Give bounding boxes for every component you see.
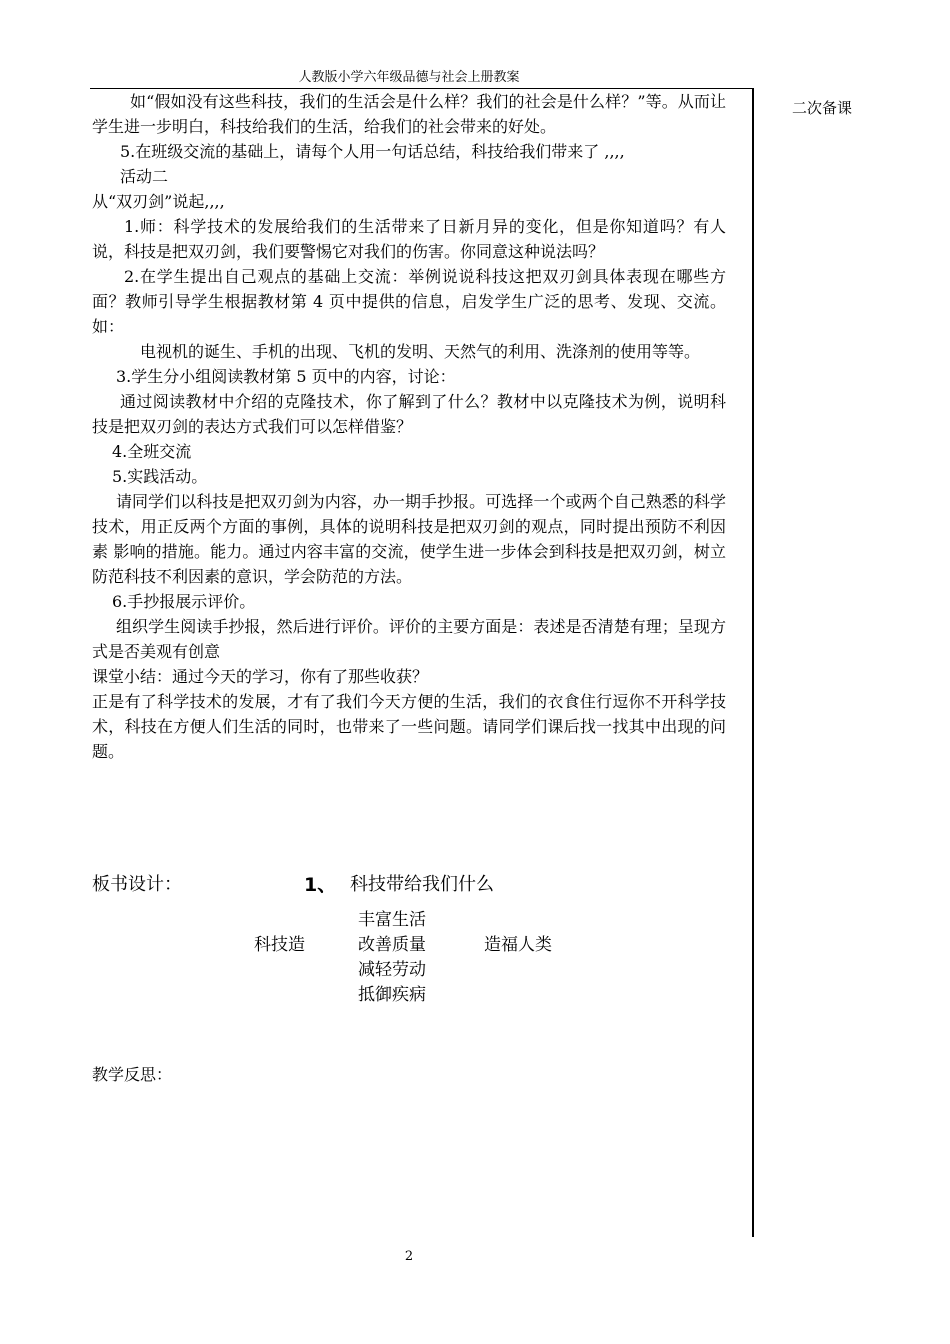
second-preparation-label: 二次备课: [792, 99, 853, 117]
board-right-label: 造福人类: [484, 935, 552, 955]
margin-divider-line: [752, 89, 754, 1237]
board-design-header: [92, 872, 732, 902]
board-design-number: 1、: [304, 874, 337, 896]
paragraph: 2.在学生提出自己观点的基础上交流：举例说说科技这把双刃剑具体表现在哪些方面？教师引导学生根据教材第 4 页中提供的信息，启发学生广泛的思考、发现、交流。如：: [92, 267, 726, 336]
board-design-title: 科技带给我们什么: [350, 874, 494, 895]
paragraph: 5.实践活动。: [112, 467, 208, 486]
class-summary: 课堂小结：通过今天的学习，你有了那些收获？: [92, 667, 429, 686]
paragraph: 正是有了科学技术的发展，才有了我们今天方便的生活，我们的衣食住行逗你不开科学技术，科技在方便人们生活的同时，也带来了一些问题。请同学们课后找一找其中出现的问题。: [92, 692, 726, 761]
paragraph: 组织学生阅读手抄报，然后进行评价。评价的主要方面是：表述是否清楚有理；呈现方式是否美观有创意: [92, 617, 726, 661]
board-item: 改善质量: [358, 935, 426, 955]
paragraph: 3.学生分小组阅读教材第 5 页中的内容，讨论：: [116, 367, 456, 386]
paragraph: 请同学们以科技是把双刃剑为内容，办一期手抄报。可选择一个或两个自己熟悉的科学技术，用正反两个方面的事例，具体的说明科技是把双刃剑的观点，同时提出预防不利因素 影响的措施。能力。通过内容丰富的交流，使学生进一步体会到科技是把双刃剑，树立防范科技不利因素的意识，学会防范的方法。: [92, 492, 726, 586]
activity-subheading: 从“双刃剑”说起,,,,: [92, 192, 225, 211]
board-left-label: 科技造: [254, 935, 305, 955]
page-number: 2: [404, 1249, 414, 1264]
paragraph: 如“假如没有这些科技，我们的生活会是什么样？我们的社会是什么样？”等。从而让学生进一步明白，科技给我们的生活，给我们的社会带来的好处。: [92, 92, 726, 136]
teaching-reflection-label: 教学反思：: [92, 1065, 173, 1084]
board-design-label: 板书设计：: [92, 874, 182, 895]
board-item: 减轻劳动: [358, 960, 426, 980]
activity-heading: 活动二: [120, 167, 169, 186]
document-header-title: 人教版小学六年级品德与社会上册教案: [298, 70, 520, 85]
paragraph: 5.在班级交流的基础上，请每个人用一句话总结，科技给我们带来了 ,,,,: [120, 142, 625, 161]
paragraph: 1.师：科学技术的发展给我们的生活带来了日新月异的变化，但是你知道吗？有人说，科技是把双刃剑，我们要警惕它对我们的伤害。你同意这种说法吗？: [92, 217, 726, 261]
board-item: 丰富生活: [358, 910, 426, 930]
paragraph: 6.手抄报展示评价。: [112, 592, 256, 611]
paragraph: 电视机的诞生、手机的出现、飞机的发明、天然气的利用、洗涤剂的使用等等。: [140, 342, 701, 361]
paragraph: 通过阅读教材中介绍的克隆技术，你了解到了什么？教材中以克隆技术为例，说明科技是把双刃剑的表达方式我们可以怎样借鉴？: [92, 392, 726, 436]
board-item: 抵御疾病: [358, 985, 426, 1005]
paragraph: 4.全班交流: [112, 442, 192, 461]
lesson-body: [92, 89, 726, 764]
